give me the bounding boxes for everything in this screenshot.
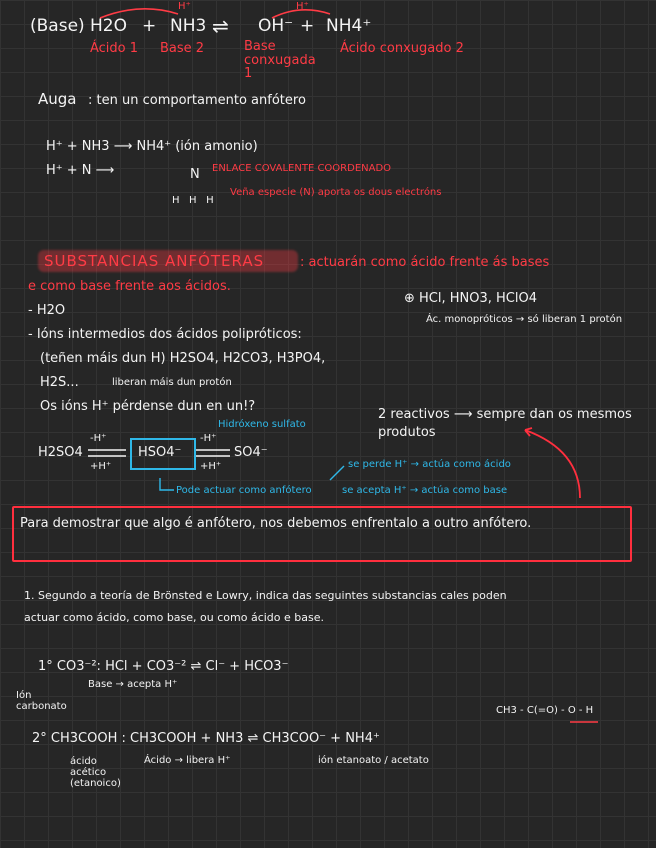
amphoteric-definition-2: e como base frente aos ácidos. [28,279,231,294]
equilibrium-arrow: ⇌ [212,14,229,38]
hydrogen-sulfate-label: Hidróxeno sulfato [218,419,306,430]
exercise-item-2: 2° CH3COOH : CH3COOH + NH3 ⇌ CH3COO⁻ + NH4⁺ [32,731,380,746]
exercise-item-1-name: Ión carbonato [16,690,67,712]
sulfate-ion: SO4⁻ [234,445,268,460]
ammonium-reaction-line: H⁺ + NH3 ⟶ NH4⁺ (ión amonio) [46,139,258,154]
hydrogen-sulfate: HSO4⁻ [138,445,182,460]
arrow-1-top: -H⁺ [90,433,107,444]
exercise-prompt-line-1: 1. Segundo a teoría de Brönsted e Lowry, indica das seguintes substancias cales poden [24,589,507,602]
proton-question: Os ións H⁺ pérdense dun en un!? [40,399,256,414]
exercise-prompt-line-2: actuar como ácido, como base, ou como ácido e base. [24,611,324,624]
example-polyprotic: - Ións intermedios dos ácidos polipróticos: [28,327,302,342]
amphoteric-title: SUBSTANCIAS ANFÓTERAS [44,252,265,270]
water-title: Auga [38,90,77,108]
sulfate-branch-arrows [160,466,344,490]
exercise-item-2-ion: ión etanoato / acetato [318,755,429,766]
sulfate-arrows [88,450,230,456]
polyprotic-note: liberan máis dun protón [112,377,232,388]
exercise-item-2-note: Ácido → libera H⁺ [144,755,231,766]
coordinate-bond-note: ENLACE COVALENTE COORDENADO [212,163,392,174]
plus-sign-2: + [300,16,315,36]
base-label: (Base) [30,16,85,36]
example-polyprotic-list: (teñen máis dun H) H2SO4, H2CO3, H3PO4, [40,351,326,366]
reactants-curve-arrow [525,428,580,498]
ammonia-formula: NH3 [170,16,207,36]
amphoteric-definition-1: : actuarán como ácido frente ás bases [300,255,550,270]
conjugate-acid-label: Ácido conxugado 2 [340,41,464,56]
exercise-item-2-name: ácido acético (etanoico) [70,756,121,789]
hydrogen-atom: H H H [172,195,214,206]
amphoteric-note-text: Para demostrar que algo é anfótero, nos debemos enfrentalo a outro anfótero. [20,516,532,531]
reactants-note: 2 reactivos ⟶ sempre dan os mesmos produtos [378,407,632,441]
water-formula: H2O [90,16,127,36]
monoprotic-note: Ác. monopróticos → só liberan 1 protón [426,314,623,325]
arrow-2-bottom: +H⁺ [200,461,222,472]
proton-arrow-left [100,9,178,18]
hydroxide-formula: OH⁻ [258,16,294,36]
acid-1-label: Ácido 1 [90,41,139,56]
sulfuric-acid: H2SO4 [38,445,83,460]
base-2-label: Base 2 [160,41,205,56]
proton-arrow-right [272,10,330,18]
proton-transfer-label-1: H⁺ [178,1,191,12]
nitrogen-atom: N [190,167,200,182]
exercise-item-1-note: Base → acepta H⁺ [88,679,178,690]
ammonium-lewis-line: H⁺ + N ⟶ [46,163,115,178]
water-description: : ten un comportamento anfótero [88,93,306,108]
lose-proton-note: se perde H⁺ → actúa como ácido [348,459,511,470]
example-h2s: H2S... [40,375,79,390]
can-act-note: Pode actuar como anfótero [176,485,312,496]
gain-proton-note: se acepta H⁺ → actúa como base [342,485,508,496]
example-water: - H2O [28,303,66,318]
plus-sign: + [142,16,157,36]
ammonium-formula: NH4⁺ [326,16,372,36]
acetic-acid-structure: CH3 - C(=O) - O - H [496,705,594,716]
electron-pair-note: Veña especie (N) aporta os dous electróns [230,187,442,198]
monoprotic-examples: ⊕ HCl, HNO3, HClO4 [404,291,537,306]
conjugate-base-label: Base conxugada 1 [244,39,316,82]
exercise-item-1: 1° CO3⁻²: HCl + CO3⁻² ⇌ Cl⁻ + HCO3⁻ [38,659,289,674]
arrow-2-top: -H⁺ [200,433,217,444]
arrow-1-bottom: +H⁺ [90,461,112,472]
proton-transfer-label-2: H⁺ [296,1,309,12]
